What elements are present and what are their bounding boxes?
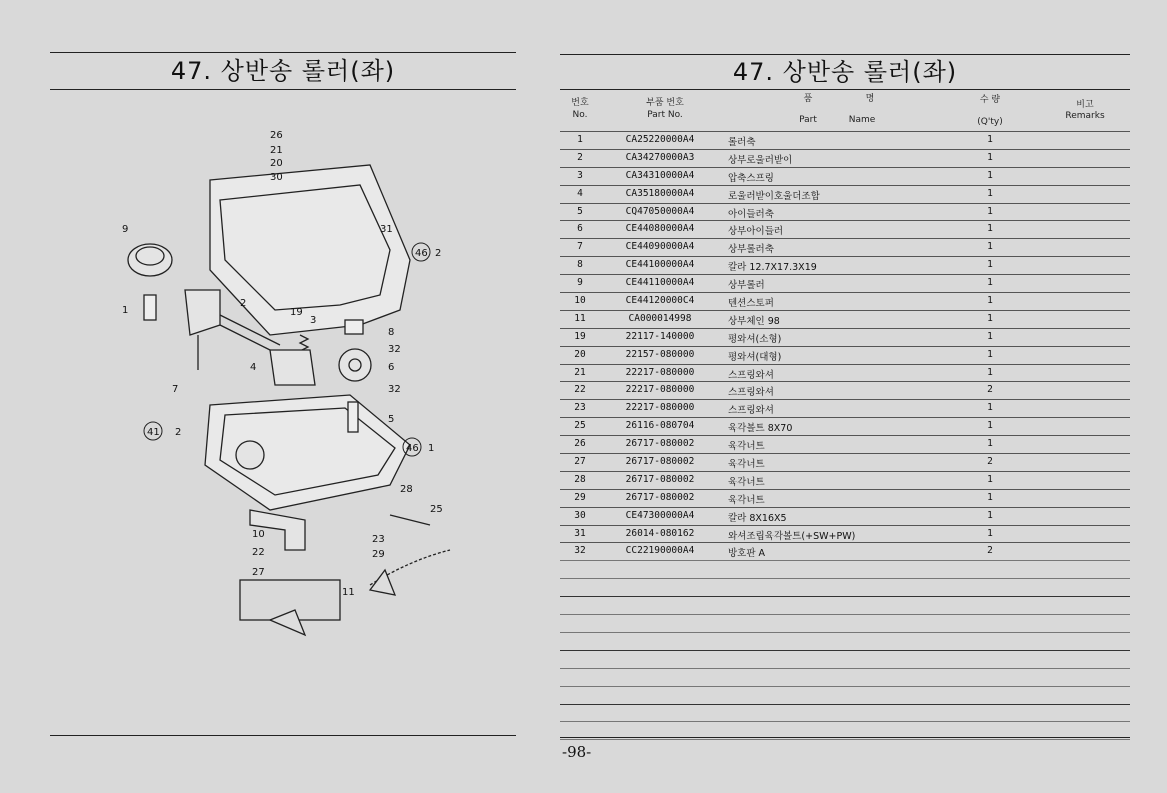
table-row — [560, 149, 1130, 167]
callout-23: 23 — [372, 534, 385, 545]
part-no-index: 29 — [574, 491, 586, 503]
part-no-index: 21 — [574, 366, 586, 378]
quantity: 1 — [987, 187, 993, 199]
table-row — [560, 435, 1130, 453]
callout-8: 8 — [388, 327, 395, 338]
collar-8 — [345, 320, 363, 334]
part-no-index: 8 — [577, 259, 583, 271]
right-page-title: 47. 상반송 롤러(좌) — [560, 54, 1130, 90]
empty-table-row — [560, 560, 1130, 578]
table-row — [560, 185, 1130, 203]
callout-9: 9 — [122, 224, 129, 235]
header-part-ko: 부품 번호 — [646, 98, 684, 108]
parts-table — [560, 131, 1130, 757]
table-row — [560, 525, 1130, 543]
idler-axle — [348, 402, 358, 432]
table-row — [560, 310, 1130, 328]
part-name: 아이들러축 — [728, 208, 774, 220]
part-number: 26717-080002 — [625, 473, 695, 485]
quantity: 1 — [987, 348, 993, 360]
right-bottom-rule — [560, 737, 1130, 738]
callout-2-upper: 2 — [435, 248, 442, 259]
empty-table-row — [560, 596, 1130, 614]
part-number: CE44080000A4 — [625, 223, 695, 235]
empty-table-row — [560, 650, 1130, 668]
header-name-ko-1: 품 — [803, 94, 813, 104]
table-row — [560, 131, 1130, 149]
right-page — [560, 0, 1167, 793]
part-number: CC22190000A4 — [625, 545, 695, 557]
callout-21: 21 — [270, 145, 283, 156]
table-row — [560, 399, 1130, 417]
table-row — [560, 542, 1130, 560]
callout-19: 19 — [290, 307, 303, 318]
table-row — [560, 507, 1130, 525]
quantity: 1 — [987, 277, 993, 289]
part-no-index: 20 — [574, 348, 586, 360]
table-row — [560, 167, 1130, 185]
empty-table-row — [560, 739, 1130, 757]
part-number: 22117-140000 — [625, 330, 695, 342]
header-no-en: No. — [572, 110, 588, 120]
part-no-index: 5 — [577, 205, 583, 217]
part-no-index: 22 — [574, 384, 586, 396]
part-no-index: 31 — [574, 527, 586, 539]
quantity: 2 — [987, 384, 993, 396]
part-number: CA34310000A4 — [625, 169, 695, 181]
table-row — [560, 203, 1130, 221]
part-name: 칼라 8X16X5 — [728, 512, 787, 524]
part-number: CQ47050000A4 — [625, 205, 695, 217]
part-name: 스프링와셔 — [728, 369, 774, 381]
header-part-en: Part No. — [647, 110, 683, 120]
hex-bolt-25 — [390, 515, 430, 525]
parts-table-header — [560, 91, 1130, 127]
quantity: 1 — [987, 241, 993, 253]
quantity: 1 — [987, 205, 993, 217]
part-name: 스프링와셔 — [728, 387, 774, 399]
part-name: 로울러받이호울더조합 — [728, 190, 820, 202]
empty-table-row — [560, 632, 1130, 650]
part-no-index: 28 — [574, 473, 586, 485]
part-number: 22217-080000 — [625, 366, 695, 378]
quantity: 1 — [987, 134, 993, 145]
left-page-title: 47. 상반송 롤러(좌) — [50, 52, 516, 90]
callout-1-lower: 1 — [428, 443, 435, 454]
part-number: 22217-080000 — [625, 402, 695, 414]
table-row — [560, 381, 1130, 399]
page-number: -98- — [562, 743, 592, 761]
part-name: 상부아이들러 — [728, 226, 784, 238]
part-name: 와셔조립육각볼트(+SW+PW) — [728, 530, 856, 542]
quantity: 1 — [987, 491, 993, 503]
table-row — [560, 328, 1130, 346]
part-name: 방호판 A — [728, 548, 766, 560]
part-name: 평와셔(소형) — [728, 333, 782, 345]
part-number: 26116-080704 — [625, 420, 695, 432]
quantity: 1 — [987, 295, 993, 307]
part-name: 육각너트 — [728, 494, 765, 506]
table-row — [560, 238, 1130, 256]
quantity: 1 — [987, 438, 993, 450]
callout-30: 30 — [270, 172, 283, 183]
callout-29: 29 — [372, 549, 385, 560]
part-no-index: 11 — [574, 312, 586, 324]
part-no-index: 26 — [574, 438, 586, 450]
part-number: CA25220000A4 — [625, 134, 695, 145]
part-number: CE44100000A4 — [625, 259, 695, 271]
callout-5: 5 — [388, 414, 395, 425]
quantity: 1 — [987, 366, 993, 378]
table-row — [560, 417, 1130, 435]
quantity: 1 — [987, 509, 993, 521]
part-name: 압축스프링 — [728, 172, 774, 184]
callout-46-lower: 46 — [406, 443, 419, 454]
part-number: 26717-080002 — [625, 456, 695, 468]
header-qty-ko: 수 량 — [979, 95, 1001, 105]
part-number: 26014-080162 — [625, 527, 695, 539]
quantity: 1 — [987, 420, 993, 432]
part-no-index: 32 — [574, 545, 586, 557]
part-number: CE44110000A4 — [625, 277, 695, 289]
empty-table-row — [560, 686, 1130, 704]
part-no-index: 1 — [577, 134, 583, 145]
part-name: 육각너트 — [728, 441, 765, 453]
callout-2: 2 — [240, 298, 247, 309]
callout-6: 6 — [388, 362, 395, 373]
part-name: 상부롤러축 — [728, 244, 774, 256]
left-bottom-rule — [50, 735, 516, 736]
part-name: 육각너트 — [728, 476, 765, 488]
part-number: CA34270000A3 — [625, 151, 695, 163]
sprocket — [236, 441, 264, 469]
callout-1: 1 — [122, 305, 129, 316]
part-name: 육각볼트 8X70 — [728, 423, 793, 435]
header-remarks-en: Remarks — [1065, 111, 1105, 121]
part-no-index: 19 — [574, 330, 586, 342]
callout-11: 11 — [342, 587, 355, 598]
table-row — [560, 292, 1130, 310]
empty-table-row — [560, 578, 1130, 596]
callout-26: 26 — [270, 130, 283, 141]
roller-shaft — [144, 295, 156, 320]
part-no-index: 3 — [577, 169, 583, 181]
callout-7: 7 — [172, 384, 179, 395]
part-name: 상부체인 98 — [728, 315, 780, 327]
part-name: 칼라 12.7X17.3X19 — [728, 262, 817, 274]
callout-20: 20 — [270, 158, 283, 169]
table-row — [560, 471, 1130, 489]
part-name: 상부롤러 — [728, 280, 765, 292]
callout-4: 4 — [250, 362, 257, 373]
roller-bracket — [185, 290, 220, 335]
quantity: 1 — [987, 259, 993, 271]
empty-table-row — [560, 668, 1130, 686]
header-name-en-1: Part — [799, 115, 817, 125]
quantity: 1 — [987, 223, 993, 235]
quantity: 1 — [987, 402, 993, 414]
callout-32-upper: 32 — [388, 344, 401, 355]
header-name-en-2: Name — [848, 115, 876, 125]
upper-roller — [128, 244, 172, 276]
part-name: 평와셔(대형) — [728, 351, 782, 363]
part-number: CE44120000C4 — [625, 295, 695, 307]
table-row — [560, 489, 1130, 507]
part-name: 육각너트 — [728, 459, 765, 471]
upper-idler — [339, 349, 371, 381]
table-row — [560, 256, 1130, 274]
part-number: CE44090000A4 — [625, 241, 695, 253]
quantity: 1 — [987, 330, 993, 342]
empty-table-row — [560, 614, 1130, 632]
part-number: CA000014998 — [628, 312, 692, 324]
part-number: 26717-080002 — [625, 438, 695, 450]
quantity: 1 — [987, 169, 993, 181]
part-no-index: 27 — [574, 456, 586, 468]
part-no-index: 30 — [574, 509, 586, 521]
part-number: 22217-080000 — [625, 384, 695, 396]
callout-10: 10 — [252, 529, 265, 540]
header-name-ko-2: 명 — [865, 94, 875, 104]
part-no-index: 25 — [574, 420, 586, 432]
exploded-parts-diagram — [110, 120, 480, 660]
callout-22: 22 — [252, 547, 265, 558]
quantity: 1 — [987, 151, 993, 163]
callout-32-lower: 32 — [388, 384, 401, 395]
callout-27: 27 — [252, 567, 265, 578]
part-number: CE47300000A4 — [625, 509, 695, 521]
callout-28: 28 — [400, 484, 413, 495]
callout-2-lower: 2 — [175, 427, 182, 438]
header-qty-en: (Q'ty) — [977, 117, 1003, 127]
callout-31: 31 — [380, 224, 393, 235]
table-row — [560, 453, 1130, 471]
quantity: 1 — [987, 527, 993, 539]
roller-holder — [270, 350, 315, 385]
callout-25: 25 — [430, 504, 443, 515]
quantity: 2 — [987, 545, 993, 557]
table-row — [560, 220, 1130, 238]
part-name: 텐션스토퍼 — [728, 298, 774, 310]
part-number: CA35180000A4 — [625, 187, 695, 199]
callout-3: 3 — [310, 315, 317, 326]
table-row — [560, 346, 1130, 364]
empty-table-row — [560, 704, 1130, 722]
part-no-index: 7 — [577, 241, 583, 253]
quantity: 1 — [987, 473, 993, 485]
part-name: 스프링와셔 — [728, 405, 774, 417]
table-row — [560, 364, 1130, 382]
quantity: 1 — [987, 312, 993, 324]
part-no-index: 10 — [574, 295, 586, 307]
callout-41: 41 — [147, 427, 160, 438]
part-number: 22157-080000 — [625, 348, 695, 360]
part-no-index: 2 — [577, 151, 583, 163]
left-page — [0, 0, 560, 793]
header-remarks-ko: 비고 — [1076, 100, 1094, 110]
part-no-index: 4 — [577, 187, 583, 199]
part-no-index: 23 — [574, 402, 586, 414]
part-number: 26717-080002 — [625, 491, 695, 503]
header-no-ko: 번호 — [571, 98, 589, 108]
part-no-index: 6 — [577, 223, 583, 235]
table-row — [560, 274, 1130, 292]
part-name: 상부로울러받이 — [728, 154, 793, 166]
part-name: 롤러축 — [728, 137, 756, 148]
quantity: 2 — [987, 456, 993, 468]
callout-46-upper: 46 — [415, 248, 428, 259]
part-no-index: 9 — [577, 277, 583, 289]
